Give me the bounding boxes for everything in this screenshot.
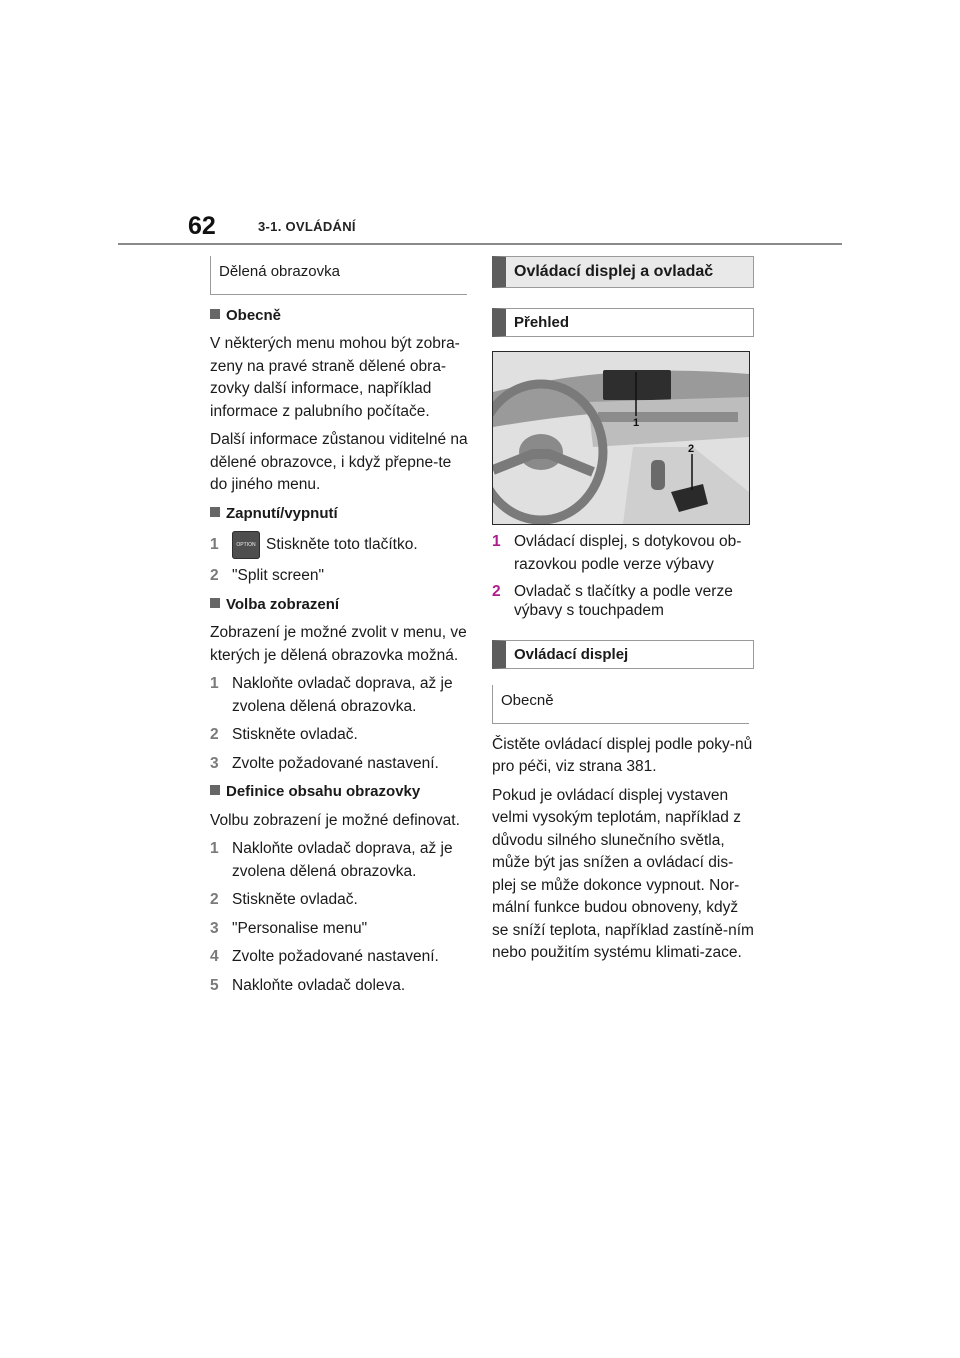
step-item: 5 Nakloňte ovladač doleva. bbox=[210, 976, 406, 994]
chapter-title: 3-1. OVLÁDÁNÍ bbox=[258, 219, 356, 234]
right-column bbox=[492, 256, 754, 971]
dashboard-illustration bbox=[492, 351, 750, 525]
paragraph: Další informace zůstanou viditelné na dělené obrazovce, i když přepne-te do jiného menu. bbox=[210, 431, 468, 493]
subheading-definice: Definice obsahu obrazovky bbox=[210, 781, 472, 804]
step-item: 2 Stiskněte ovladač. bbox=[210, 726, 358, 743]
legend-item: 1 Ovládací displej, s dotykovou ob-razovkou podle verze výbavy bbox=[492, 533, 742, 573]
square-bullet-icon bbox=[210, 309, 220, 319]
subsection-overview: Přehled bbox=[492, 308, 754, 337]
square-bullet-icon bbox=[210, 598, 220, 608]
legend-item: 2 Ovladač s tlačítky a podle verze výbavy s touchpadem bbox=[492, 583, 733, 619]
figure-callout-1: 1 bbox=[633, 417, 640, 429]
square-bullet-icon bbox=[210, 785, 220, 795]
page-number: 62 bbox=[188, 212, 216, 240]
step-item: 2 Stiskněte ovladač. bbox=[210, 891, 358, 908]
square-bullet-icon bbox=[210, 507, 220, 517]
paragraph: Volbu zobrazení je možné definovat. bbox=[210, 811, 460, 829]
option-button-icon: OPTION bbox=[232, 531, 260, 559]
subheading-volba: Volba zobrazení bbox=[210, 594, 472, 617]
step-item: 1 Nakloňte ovladač doprava, až je zvolena dělená obrazovka. bbox=[210, 840, 453, 880]
box-heading-split-screen: Dělená obrazovka bbox=[210, 256, 467, 295]
subheading-zapnuti: Zapnutí/vypnutí bbox=[210, 503, 472, 526]
step-item: 1 OPTION Stiskněte toto tlačítko. bbox=[210, 531, 472, 559]
subsection-display: Ovládací displej bbox=[492, 640, 754, 669]
step-item: 3 "Personalise menu" bbox=[210, 919, 368, 937]
paragraph: V některých menu mohou být zobra-zeny na pravé straně dělené obra-zovky další informace, například informace z palubního počítače. bbox=[210, 335, 460, 420]
section-title: Ovládací displej a ovladač bbox=[492, 256, 754, 288]
subheading-obecne: Obecně bbox=[210, 305, 472, 328]
step-item: 4 Zvolte požadované nastavení. bbox=[210, 948, 439, 965]
left-column bbox=[210, 256, 472, 1003]
paragraph: Čistěte ovládací displej podle poky-nů pro péči, viz strana 381. bbox=[492, 735, 753, 775]
paragraph: Pokud je ovládací displej vystaven velmi vysokým teplotám, například z důvodu silného slunečního světla, může být jas snížen a ovládací dis-plej se může dokonce vypnout. Nor-mální funkce budou obnoveny, když se sníží teplota, například zastíně-ním nebo použitím systému klimati-zace. bbox=[492, 786, 754, 961]
box-heading-obecne: Obecně bbox=[492, 685, 749, 724]
figure-callout-2: 2 bbox=[688, 443, 695, 455]
header-divider bbox=[118, 243, 842, 245]
step-item: 3 Zvolte požadované nastavení. bbox=[210, 754, 439, 772]
paragraph: Zobrazení je možné zvolit v menu, ve kterých je dělená obrazovka možná. bbox=[210, 624, 467, 664]
step-item: 1 Nakloňte ovladač doprava, až je zvolena dělená obrazovka. bbox=[210, 675, 453, 715]
step-item: 2 "Split screen" bbox=[210, 567, 324, 584]
